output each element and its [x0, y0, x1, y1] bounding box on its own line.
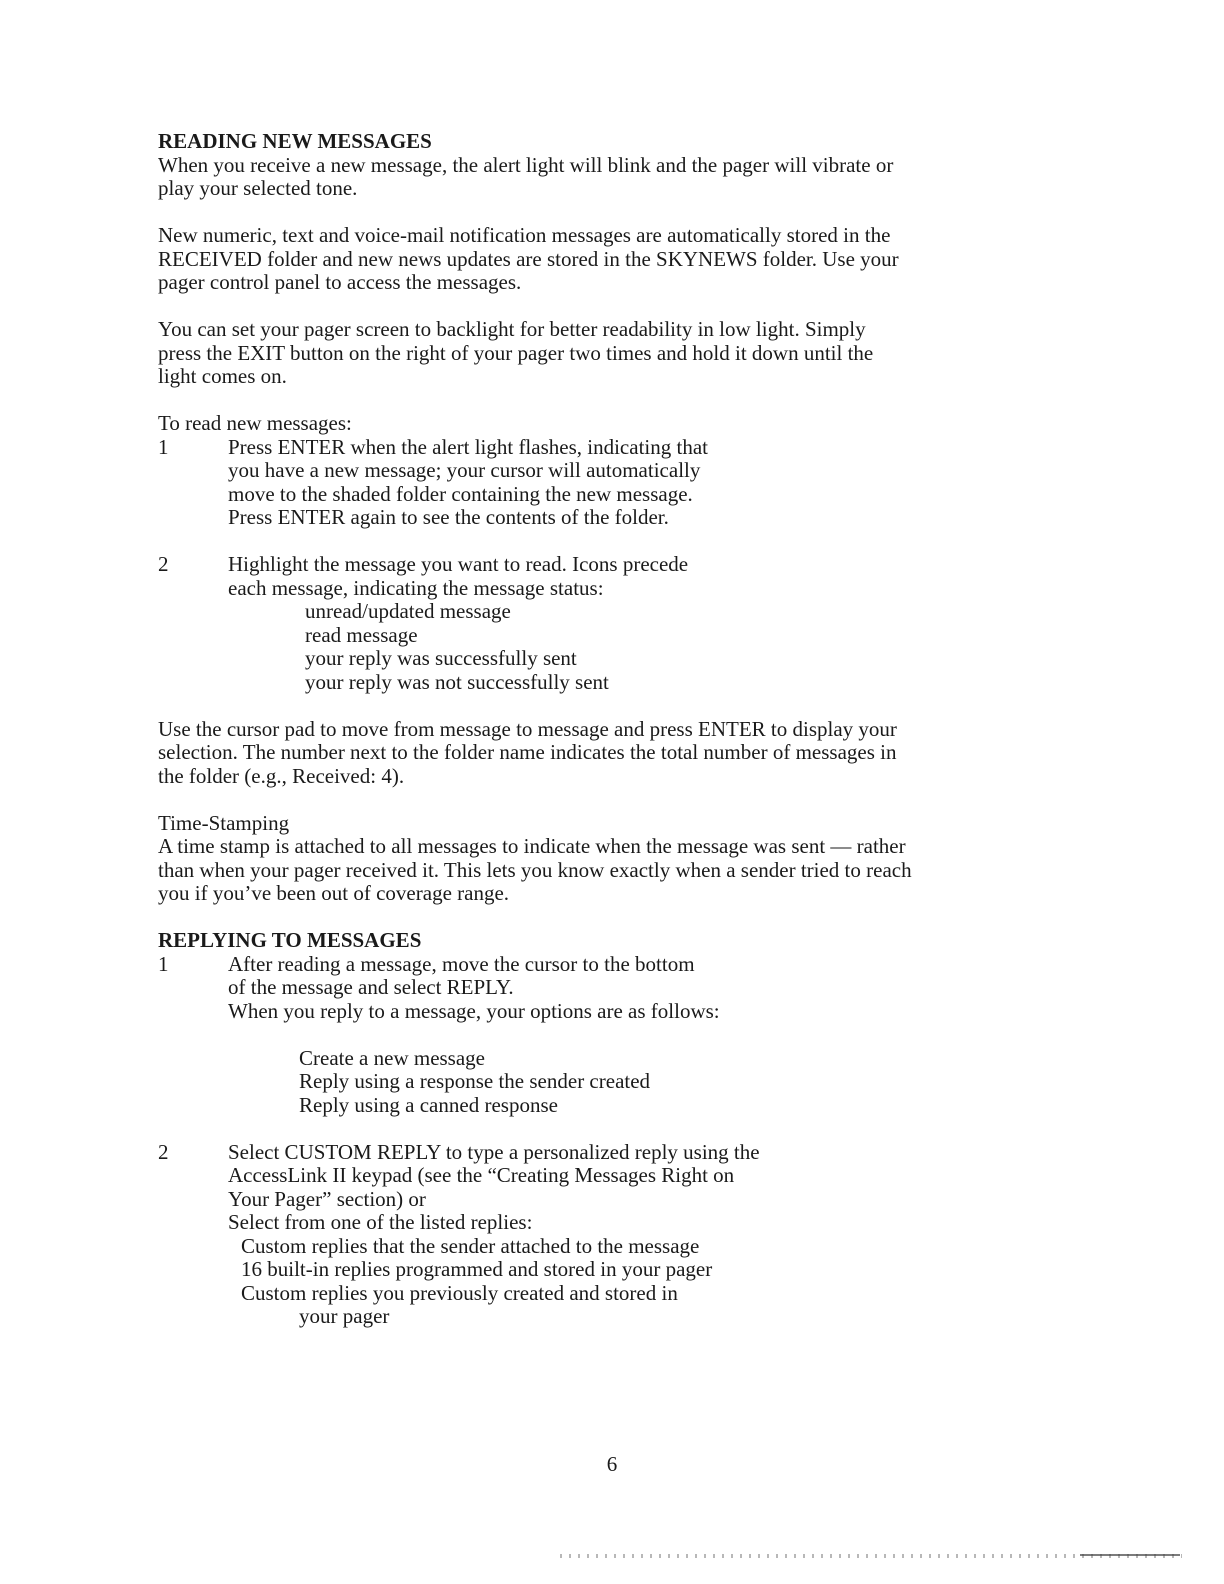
step-number: 1 [158, 434, 169, 459]
text-line: RECEIVED folder and new news updates are stored in the SKYNEWS folder. Use your [158, 246, 899, 271]
text-line: light comes on. [158, 364, 287, 388]
text-line: selection. The number next to the folder name indicates the total number of messages in [158, 740, 897, 764]
reply-options-list [228, 1047, 1038, 1118]
reply-option: Create a new message [299, 1045, 485, 1070]
status-item: your reply was not successfully sent [305, 669, 609, 694]
text-line: New numeric, text and voice-mail notification messages are automatically stored in the [158, 223, 891, 247]
reply-source: Custom replies you previously created and stored in [241, 1280, 678, 1305]
replying-step-1 [158, 953, 1038, 1118]
text-line: Select from one of the listed replies: [228, 1210, 533, 1234]
step-body [228, 953, 1038, 1118]
reply-source-continued: your pager [299, 1304, 390, 1328]
reply-source: Custom replies that the sender attached to the message [241, 1233, 700, 1258]
timestamp-body [158, 835, 1038, 906]
text-line: press the EXIT button on the right of your pager two times and hold it down until the [158, 340, 874, 365]
text-line: When you receive a new message, the alert light will blink and the pager will vibrate or [158, 152, 894, 177]
timestamp-title: Time-Stamping [158, 810, 290, 835]
status-icon-list [228, 600, 1038, 694]
text-line: you have a new message; your cursor will automatically [228, 458, 701, 482]
text-line: After reading a message, move the cursor to the bottom [228, 951, 695, 976]
text-line: AccessLink II keypad (see the “Creating Messages Right on [228, 1163, 735, 1187]
text-line: Select CUSTOM REPLY to type a personalized reply using the [228, 1139, 760, 1164]
status-item: your reply was successfully sent [305, 646, 577, 670]
reading-intro: To read new messages: [158, 411, 352, 435]
text-line: You can set your pager screen to backlight for better readability in low light. Simply [158, 317, 866, 341]
step-body [228, 553, 1038, 694]
text-line: you if you’ve been out of coverage range. [158, 881, 510, 905]
text-line: A time stamp is attached to all messages to indicate when the message was sent — rather [158, 834, 906, 858]
step-number: 1 [158, 951, 169, 976]
step-body [228, 436, 1038, 530]
reading-para-2 [158, 224, 1038, 295]
reading-para-4 [158, 718, 1038, 789]
text-line: move to the shaded folder containing the new message. [228, 481, 693, 506]
replying-step-2 [158, 1141, 1038, 1329]
text-line: of the message and select REPLY. [228, 975, 514, 999]
step-number: 2 [158, 552, 169, 576]
reading-para-1 [158, 154, 1038, 201]
reading-para-3 [158, 318, 1038, 389]
text-line: play your selected tone. [158, 176, 358, 200]
text-line: Press ENTER when the alert light flashes, indicating that [228, 434, 708, 459]
reading-heading: READING NEW MESSAGES [158, 129, 432, 153]
text-line: each message, indicating the message status: [228, 575, 604, 600]
reply-source: 16 built-in replies programmed and stored in your pager [241, 1257, 713, 1281]
step-number: 2 [158, 1139, 169, 1164]
text-line: the folder (e.g., Received: 4). [158, 763, 405, 788]
reply-option: Reply using a response the sender created [299, 1069, 651, 1093]
text-line: than when your pager received it. This lets you know exactly when a sender tried to reach [158, 857, 912, 882]
status-item: read message [305, 622, 418, 647]
replying-heading: REPLYING TO MESSAGES [158, 928, 422, 952]
reply-option: Reply using a canned response [299, 1092, 558, 1117]
text-line: Press ENTER again to see the contents of the folder. [228, 505, 669, 529]
text-line: Highlight the message you want to read. Icons precede [228, 552, 689, 576]
text-line: Your Pager” section) or [228, 1186, 426, 1211]
text-line: pager control panel to access the messages. [158, 270, 522, 294]
manual-page [158, 130, 1038, 1329]
reply-source-list [228, 1235, 1038, 1306]
status-item: unread/updated message [305, 599, 511, 623]
text-line: When you reply to a message, your options are as follows: [228, 998, 720, 1023]
reading-step-1 [158, 436, 1038, 530]
text-line: Use the cursor pad to move from message to message and press ENTER to display your [158, 716, 897, 741]
scan-artifact-line [1080, 1554, 1180, 1556]
step-body [228, 1141, 1038, 1329]
page-number: 6 [606, 1452, 618, 1476]
reading-step-2 [158, 553, 1038, 694]
